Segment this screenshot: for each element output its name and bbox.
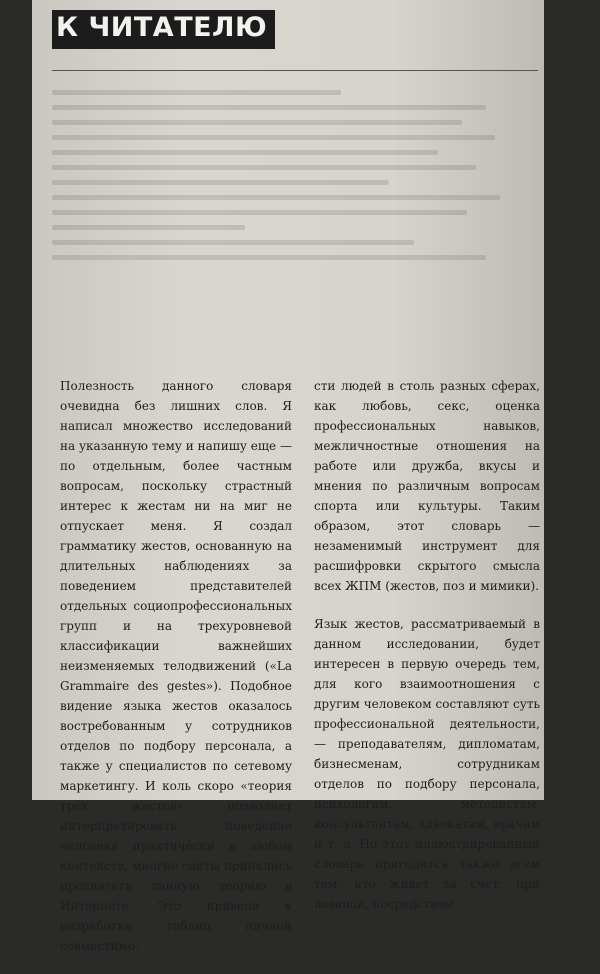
right-column <box>314 376 540 932</box>
title-banner <box>52 10 275 49</box>
left-column <box>60 376 292 974</box>
show-through-texture <box>52 80 534 310</box>
page-title: К ЧИТАТЕЛЮ <box>56 12 268 43</box>
book-page <box>32 0 544 953</box>
right-paragraph-2: Язык жестов, рассматриваемый в данном исследовании, будет интересен в первую очередь тем, для кого взаимоотношения с другим человеком составляют суть профессиональной деятельности, — преподавателям, дипломатам, бизнесменам, сотрудникам отделов по подбору персонала, психологам, методистам, консультантам, адвокатам, врачам и т. д. Но этот иллюстрированный словарь пригодится также всем тем, кто живет за счет, при помощи, посредством <box>314 617 540 911</box>
left-paragraph: Полезность данного словаря очевидна без лишних слов. Я написал множество исследований на указанную тему и напишу еще — по отдельным, более частным вопросам, поскольку страстный интерес к жестам ни на миг не отпускает меня. Я создал грамматику жестов, основанную на длительных наблюдениях за поведением представителей отдельных социопрофессиональных групп и на трехуровневой классификации важнейших неизменяемых телодвижений («La Grammaire des gestes»). Подобное видение языка жестов оказалось востребованным у сотрудников отделов по подбору персонала, а также у специалистов по сетевому маркетингу. И коль скоро «теория трех жестов» позволяет интерпретировать поведение человека практически в любом контексте, многие сайты принялись продвигать данную теорию в Интернете. Это привело к разработке таблиц личной совместимо- <box>60 379 292 953</box>
right-paragraph-1: сти людей в столь разных сферах, как любовь, секс, оценка профессиональных навыков, межличностные отношения на работе или дружба, вкусы и мнения по различным вопросам спорта или культуры. Таким образом, этот словарь — незаменимый инструмент для расшифровки скрытого смысла всех ЖПМ (жестов, поз и мимики). <box>314 379 540 593</box>
title-rule <box>52 70 538 71</box>
